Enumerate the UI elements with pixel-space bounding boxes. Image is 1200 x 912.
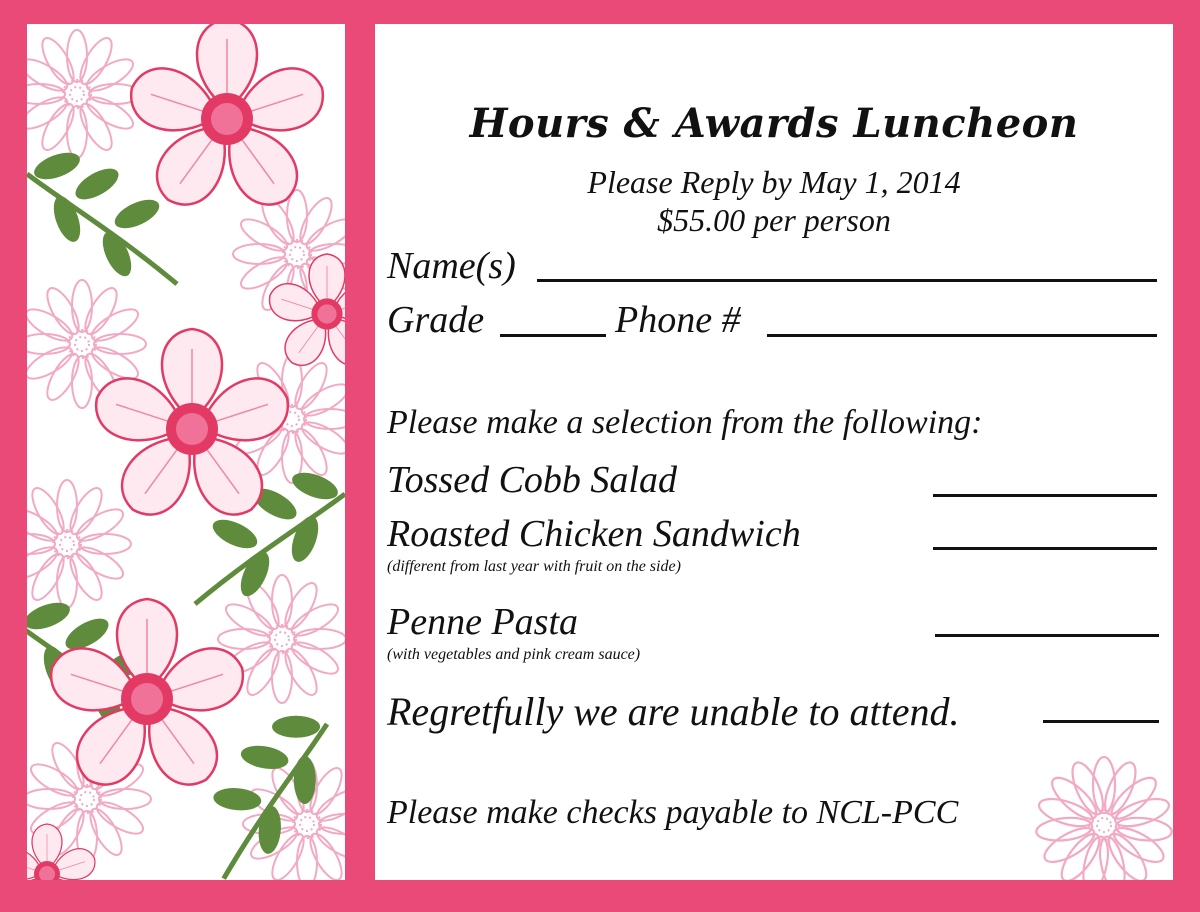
phone-blank[interactable] bbox=[767, 334, 1157, 337]
option-label-cobb-salad: Tossed Cobb Salad bbox=[387, 459, 677, 501]
floral-pattern-panel bbox=[27, 24, 345, 880]
option-blank-penne-pasta[interactable] bbox=[935, 634, 1159, 637]
grade-blank[interactable] bbox=[500, 334, 606, 337]
selection-prompt: Please make a selection from the following: bbox=[387, 404, 983, 441]
option-blank-cobb-salad[interactable] bbox=[933, 494, 1157, 497]
reply-deadline: Please Reply by May 1, 2014 bbox=[587, 164, 961, 200]
option-label-penne-pasta: Penne Pasta bbox=[387, 601, 579, 643]
floral-illustration bbox=[27, 24, 345, 880]
checks-payable-note: Please make checks payable to NCL-PCC bbox=[387, 794, 959, 831]
rsvp-form-panel bbox=[375, 24, 1173, 880]
ticket-price: $55.00 per person bbox=[657, 202, 891, 238]
option-note-chicken-sandwich: (different from last year with fruit on the side) bbox=[387, 558, 681, 575]
option-label-chicken-sandwich: Roasted Chicken Sandwich bbox=[387, 513, 801, 555]
regret-label: Regretfully we are unable to attend. bbox=[387, 689, 960, 734]
grade-label: Grade bbox=[387, 299, 485, 341]
names-label: Name(s) bbox=[387, 245, 516, 287]
phone-label: Phone # bbox=[615, 299, 741, 341]
names-blank[interactable] bbox=[537, 279, 1157, 282]
regret-blank[interactable] bbox=[1043, 720, 1159, 723]
option-blank-chicken-sandwich[interactable] bbox=[933, 547, 1157, 550]
option-note-penne-pasta: (with vegetables and pink cream sauce) bbox=[387, 646, 641, 663]
event-title: Hours & Awards Luncheon bbox=[469, 100, 1079, 147]
corner-daisy-decoration bbox=[1029, 750, 1173, 880]
